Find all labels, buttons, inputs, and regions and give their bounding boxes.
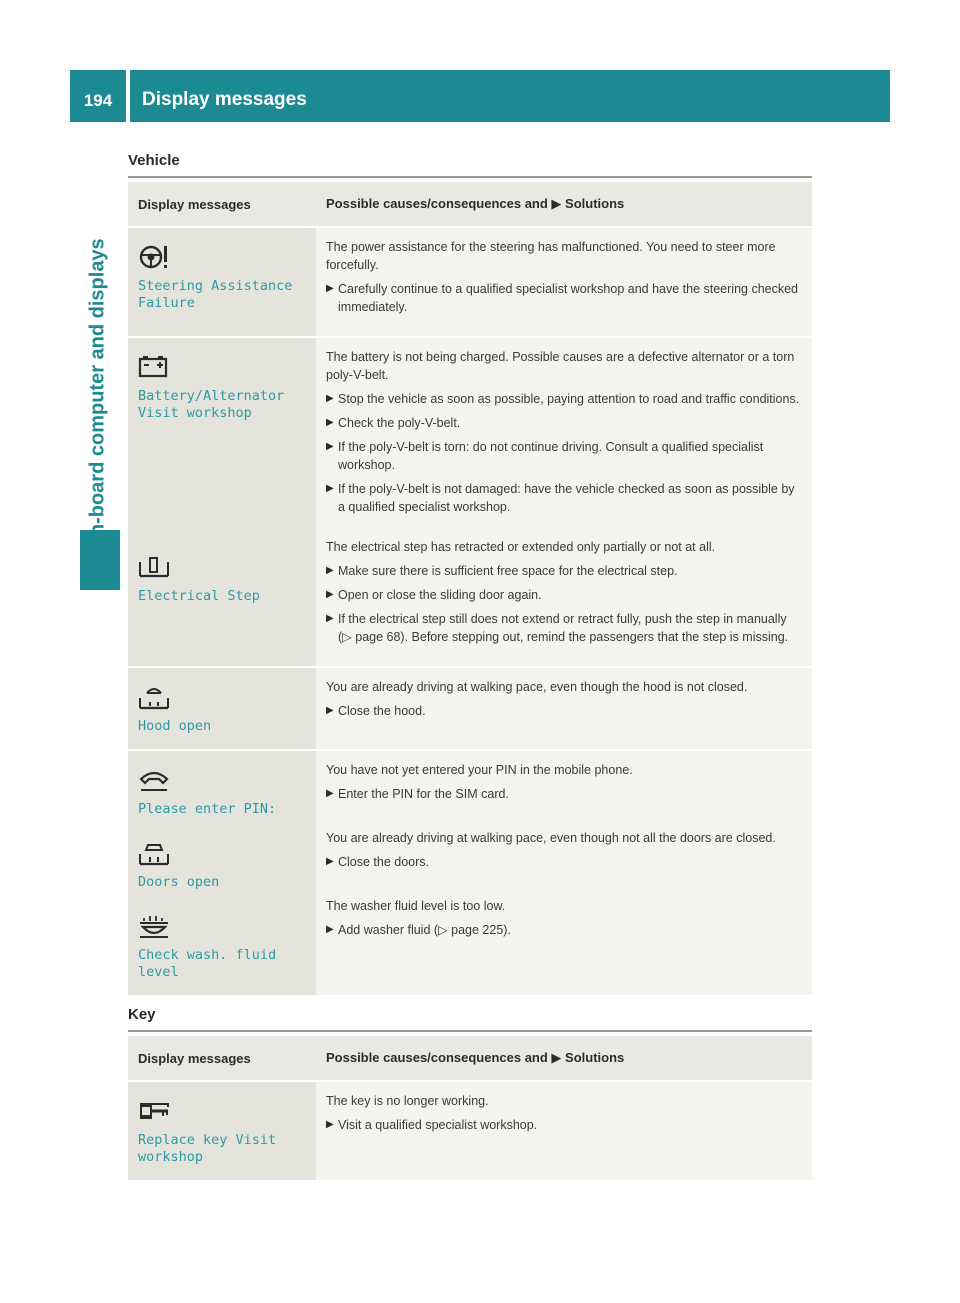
causes-solutions-cell bbox=[316, 227, 812, 337]
table-header-row bbox=[128, 182, 812, 227]
doors-open-icon bbox=[138, 840, 198, 866]
column-header-causes-solutions: Possible causes/consequences and ▶ Solutions bbox=[316, 1036, 812, 1081]
solution-step: ▶ Visit a qualified specialist workshop. bbox=[326, 1116, 802, 1134]
table-row bbox=[128, 227, 812, 337]
section-rule bbox=[128, 1030, 812, 1032]
cause-block bbox=[326, 538, 802, 646]
message-label: Doors open bbox=[138, 874, 220, 890]
solution-step: ▶ Stop the vehicle as soon as possible, paying attention to road and traffic conditions. bbox=[326, 390, 802, 408]
page-title: Display messages bbox=[142, 89, 307, 110]
solution-step: ▶ Make sure there is sufficient free space for the electrical step. bbox=[326, 562, 802, 580]
column-header-display-messages: Display messages bbox=[128, 1036, 316, 1081]
solution-step: ▶ Enter the PIN for the SIM card. bbox=[326, 785, 802, 803]
causes-solutions-cell bbox=[316, 750, 812, 995]
message-washer-fluid bbox=[138, 913, 306, 981]
causes-solutions-cell bbox=[316, 667, 812, 750]
header-divider bbox=[126, 70, 130, 122]
message-electrical-step bbox=[138, 554, 306, 605]
solution-step: ▶ Close the doors. bbox=[326, 853, 802, 871]
vehicle-messages-table bbox=[128, 182, 812, 995]
cause-description: The battery is not being charged. Possible causes are a defective alternator or a torn poly-V-belt. bbox=[326, 350, 795, 382]
column-header-display-messages: Display messages bbox=[128, 182, 316, 227]
cause-block bbox=[326, 1092, 802, 1134]
message-label: Steering Assistance Failure bbox=[138, 278, 293, 311]
message-enter-pin bbox=[138, 767, 306, 818]
table-header-row bbox=[128, 1036, 812, 1081]
message-label: Check wash. fluid level bbox=[138, 947, 277, 980]
solution-step: ▶ Carefully continue to a qualified specialist workshop and have the steering checked immediately. bbox=[326, 280, 802, 316]
display-message-cell bbox=[128, 227, 316, 337]
cause-block bbox=[326, 829, 802, 871]
cause-block bbox=[326, 678, 802, 720]
display-message-cell bbox=[128, 337, 316, 667]
section-title-key: Key bbox=[128, 1006, 156, 1023]
battery-icon bbox=[138, 354, 198, 380]
key-icon bbox=[138, 1098, 198, 1124]
section-rule bbox=[128, 176, 812, 178]
table-row bbox=[128, 667, 812, 750]
table-row bbox=[128, 1081, 812, 1180]
solution-step: ▶ Add washer fluid (▷ page 225). bbox=[326, 921, 802, 939]
cause-block bbox=[326, 761, 802, 803]
column-header-causes-solutions: Possible causes/consequences and ▶ Solutions bbox=[316, 182, 812, 227]
cause-description: The power assistance for the steering has malfunctioned. You need to steer more forcefully. bbox=[326, 240, 776, 272]
cause-block bbox=[326, 238, 802, 316]
cause-description: The electrical step has retracted or extended only partially or not at all. bbox=[326, 540, 716, 554]
causes-solutions-cell bbox=[316, 337, 812, 667]
cause-description: You are already driving at walking pace, even though the hood is not closed. bbox=[326, 680, 748, 694]
cause-block bbox=[326, 348, 802, 516]
message-replace-key bbox=[138, 1098, 306, 1166]
message-steering-assistance bbox=[138, 244, 306, 312]
solution-step: ▶ If the poly-V-belt is torn: do not continue driving. Consult a qualified specialist workshop. bbox=[326, 438, 802, 474]
solution-step: ▶ Open or close the sliding door again. bbox=[326, 586, 802, 604]
cause-description: You are already driving at walking pace, even though not all the doors are closed. bbox=[326, 831, 776, 845]
sidebar-chapter-label: On-board computer and displays bbox=[86, 238, 109, 552]
cause-description: You have not yet entered your PIN in the mobile phone. bbox=[326, 763, 633, 777]
table-row bbox=[128, 337, 812, 667]
display-message-cell bbox=[128, 667, 316, 750]
display-message-cell bbox=[128, 1081, 316, 1180]
solution-step: ▶ Check the poly-V-belt. bbox=[326, 414, 802, 432]
causes-solutions-cell bbox=[316, 1081, 812, 1180]
cause-description: The washer fluid level is too low. bbox=[326, 899, 506, 913]
phone-icon bbox=[138, 767, 198, 793]
message-label: Please enter PIN: bbox=[138, 801, 277, 817]
message-hood-open bbox=[138, 684, 306, 735]
electrical-step-icon bbox=[138, 554, 198, 580]
message-label: Hood open bbox=[138, 718, 212, 734]
solution-step: ▶ Close the hood. bbox=[326, 702, 802, 720]
message-label: Replace key Visit workshop bbox=[138, 1132, 277, 1165]
message-label: Electrical Step bbox=[138, 588, 260, 604]
key-messages-table bbox=[128, 1036, 812, 1180]
solution-step: ▶ If the poly-V-belt is not damaged: have the vehicle checked as soon as possible by a qualified specialist workshop. bbox=[326, 480, 802, 516]
washer-fluid-icon bbox=[138, 913, 198, 939]
table-row bbox=[128, 750, 812, 995]
message-battery-alternator bbox=[138, 354, 306, 422]
message-doors-open bbox=[138, 840, 306, 891]
section-title-vehicle: Vehicle bbox=[128, 152, 180, 169]
message-label: Battery/Alternator Visit workshop bbox=[138, 388, 285, 421]
hood-open-icon bbox=[138, 684, 198, 710]
solution-step: ▶ If the electrical step still does not extend or retract fully, push the step in manually (▷ page 68). Before stepping out, remind the passengers that the step is missing. bbox=[326, 610, 802, 646]
steering-wheel-icon bbox=[138, 244, 198, 270]
page-number: 194 bbox=[83, 91, 113, 110]
display-message-cell bbox=[128, 750, 316, 995]
cause-block bbox=[326, 897, 802, 939]
cause-description: The key is no longer working. bbox=[326, 1094, 489, 1108]
